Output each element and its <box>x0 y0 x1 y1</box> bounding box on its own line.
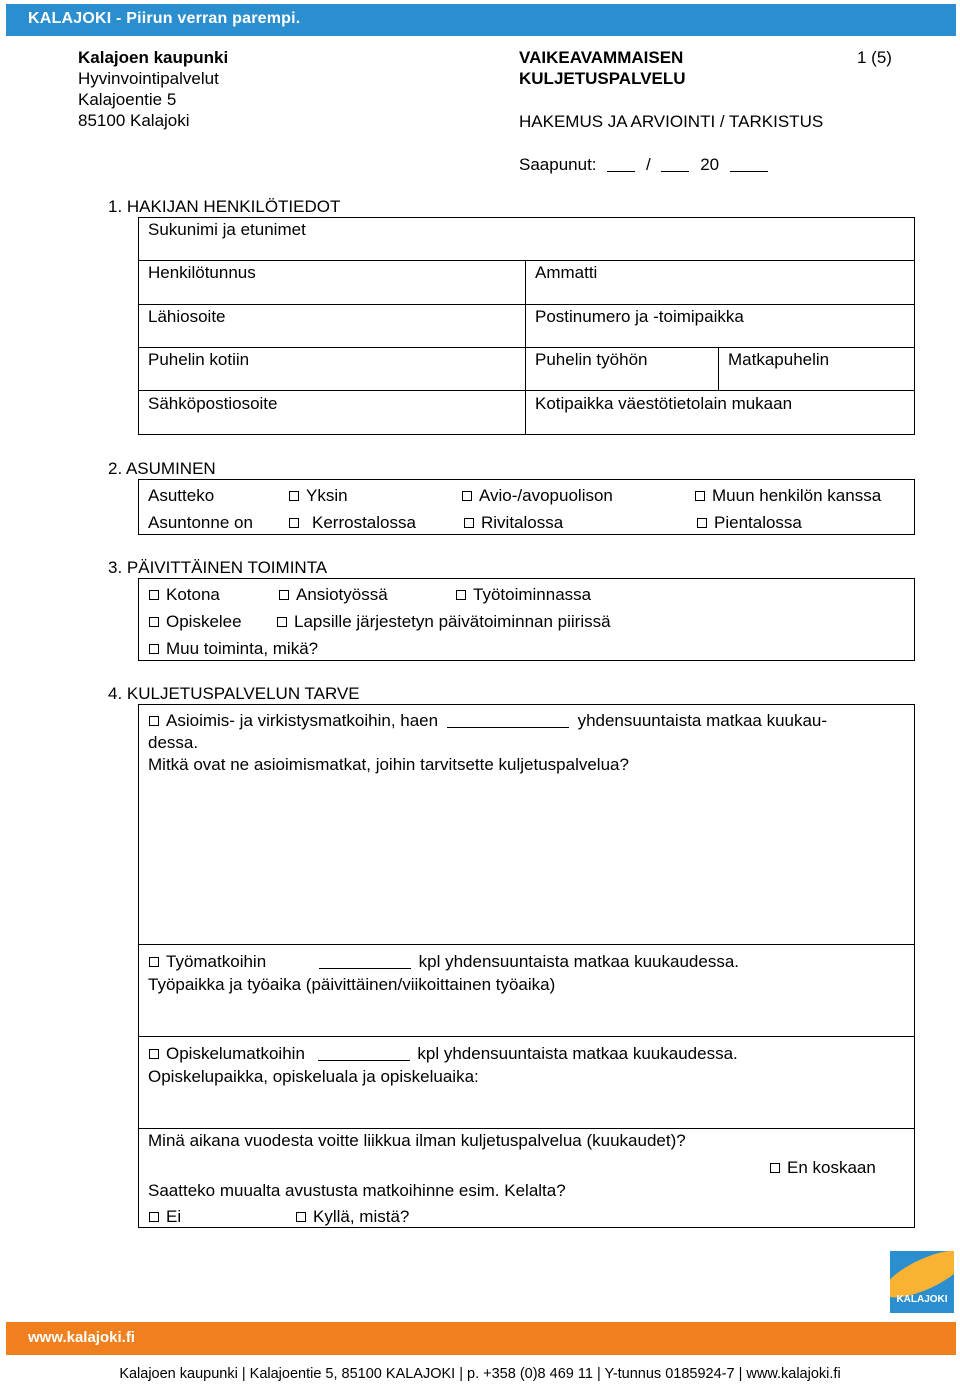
option-no[interactable]: Ei <box>149 1207 181 1227</box>
option-rowhouse[interactable]: Rivitalossa <box>464 513 563 533</box>
study-trips-line[interactable]: Opiskelumatkoihin kpl yhdensuuntaista matkaa kuukaudessa. <box>149 1044 738 1064</box>
checkbox-icon[interactable] <box>462 491 472 501</box>
option-spouse[interactable]: Avio-/avopuolison <box>462 486 613 506</box>
errand-trips-line-cont: dessa. <box>148 733 199 752</box>
option-employed[interactable]: Ansiotyössä <box>279 585 388 605</box>
section3-heading: 3. PÄIVITTÄINEN TOIMINTA <box>108 558 328 577</box>
field-phone-home[interactable]: Puhelin kotiin <box>148 350 250 369</box>
option-apartment[interactable]: Kerrostalossa <box>289 513 416 533</box>
checkbox-icon[interactable] <box>279 590 289 600</box>
option-children-day-activity[interactable]: Lapsille järjestetyn päivätoiminnan piirissä <box>277 612 611 632</box>
org-name: Kalajoen kaupunki <box>78 48 229 67</box>
checkbox-icon[interactable] <box>695 491 705 501</box>
field-name[interactable]: Sukunimi ja etunimet <box>148 220 306 239</box>
section2-heading: 2. ASUMINEN <box>108 459 216 478</box>
work-trips-blank[interactable] <box>319 953 411 969</box>
checkbox-icon[interactable] <box>697 518 707 528</box>
field-occupation[interactable]: Ammatti <box>535 263 598 282</box>
home-label: Asuntonne on <box>148 513 253 532</box>
received-year-blank[interactable] <box>730 156 768 172</box>
received-month-blank[interactable] <box>661 156 689 172</box>
work-trips-question: Työpaikka ja työaika (päivittäinen/viikoittainen työaika) <box>148 975 556 994</box>
checkbox-icon[interactable] <box>464 518 474 528</box>
checkbox-icon[interactable] <box>149 590 159 600</box>
received-year: 20 <box>700 155 720 174</box>
org-postal: 85100 Kalajoki <box>78 111 190 130</box>
errand-trips-question: Mitkä ovat ne asioimismatkat, joihin tarvitsette kuljetuspalvelua? <box>148 755 629 774</box>
checkbox-icon[interactable] <box>296 1212 306 1222</box>
page-number: 1 (5) <box>857 48 892 67</box>
months-question: Minä aikana vuodesta voitte liikkua ilman kuljetuspalvelua (kuukaudet)? <box>148 1131 686 1150</box>
bottom-brand-banner <box>6 1322 956 1355</box>
errand-trips-blank[interactable] <box>447 712 569 728</box>
top-brand-banner <box>6 4 956 36</box>
aid-question: Saatteko muualta avustusta matkoihinne esim. Kelalta? <box>148 1181 566 1200</box>
study-trips-blank[interactable] <box>318 1045 410 1061</box>
received-date-line <box>519 155 768 175</box>
checkbox-icon[interactable] <box>770 1163 780 1173</box>
checkbox-icon[interactable] <box>456 590 466 600</box>
checkbox-icon[interactable] <box>289 518 299 528</box>
org-street: Kalajoentie 5 <box>78 90 177 109</box>
kalajoki-logo <box>890 1251 954 1313</box>
checkbox-icon[interactable] <box>149 957 159 967</box>
option-work-activity[interactable]: Työtoiminnassa <box>456 585 591 605</box>
doc-subtitle: HAKEMUS JA ARVIOINTI / TARKISTUS <box>519 112 824 131</box>
received-label: Saapunut: <box>519 155 597 174</box>
website-banner-text: www.kalajoki.fi <box>28 1329 135 1346</box>
errand-trips-line[interactable]: Asioimis- ja virkistysmatkoihin, haen yhdensuuntaista matkaa kuukau- <box>149 711 827 731</box>
field-mobile[interactable]: Matkapuhelin <box>728 350 830 369</box>
footer-contact: Kalajoen kaupunki | Kalajoentie 5, 85100 KALAJOKI | p. +358 (0)8 469 11 | Y-tunnus 0185924-7 | www.kalajoki.fi <box>119 1366 841 1382</box>
brand-slogan: KALAJOKI - Piirun verran parempi. <box>28 10 301 27</box>
option-never[interactable]: En koskaan <box>770 1158 876 1178</box>
checkbox-icon[interactable] <box>149 1049 159 1059</box>
section1-heading: 1. HAKIJAN HENKILÖTIEDOT <box>108 197 341 216</box>
option-studying[interactable]: Opiskelee <box>149 612 242 632</box>
doc-title-line1: VAIKEAVAMMAISEN <box>519 48 684 67</box>
section4-heading: 4. KULJETUSPALVELUN TARVE <box>108 684 360 703</box>
option-other-activity[interactable]: Muu toiminta, mikä? <box>149 639 318 659</box>
field-postcode[interactable]: Postinumero ja -toimipaikka <box>535 307 744 326</box>
received-day-blank[interactable] <box>607 156 635 172</box>
field-residence[interactable]: Kotipaikka väestötietolain mukaan <box>535 394 793 413</box>
lives-label: Asutteko <box>148 486 215 505</box>
option-yes-from-where[interactable]: Kyllä, mistä? <box>296 1207 409 1227</box>
field-address[interactable]: Lähiosoite <box>148 307 226 326</box>
received-sep: / <box>645 155 651 174</box>
field-email[interactable]: Sähköpostiosoite <box>148 394 278 413</box>
field-phone-work[interactable]: Puhelin työhön <box>535 350 648 369</box>
logo-text: KALAJOKI <box>896 1294 948 1305</box>
option-alone[interactable]: Yksin <box>289 486 348 506</box>
work-trips-line[interactable]: Työmatkoihin kpl yhdensuuntaista matkaa kuukaudessa. <box>149 952 739 972</box>
checkbox-icon[interactable] <box>149 716 159 726</box>
checkbox-icon[interactable] <box>149 644 159 654</box>
org-unit: Hyvinvointipalvelut <box>78 69 219 88</box>
doc-title-line2: KULJETUSPALVELU <box>519 69 686 88</box>
field-ssn[interactable]: Henkilötunnus <box>148 263 256 282</box>
option-other-person[interactable]: Muun henkilön kanssa <box>695 486 881 506</box>
checkbox-icon[interactable] <box>149 1212 159 1222</box>
checkbox-icon[interactable] <box>289 491 299 501</box>
checkbox-icon[interactable] <box>277 617 287 627</box>
study-trips-question: Opiskelupaikka, opiskeluala ja opiskeluaika: <box>148 1067 479 1086</box>
option-at-home[interactable]: Kotona <box>149 585 220 605</box>
option-detached[interactable]: Pientalossa <box>697 513 802 533</box>
checkbox-icon[interactable] <box>149 617 159 627</box>
